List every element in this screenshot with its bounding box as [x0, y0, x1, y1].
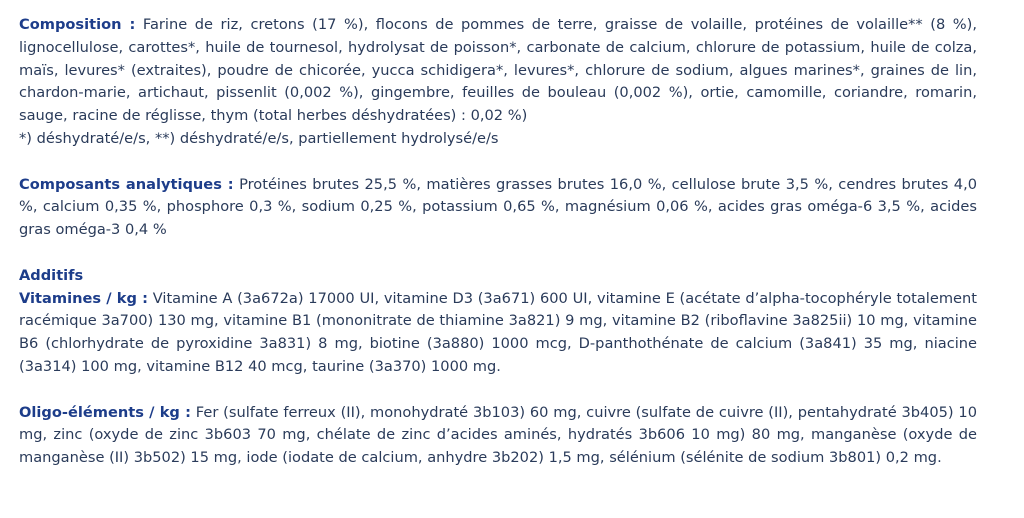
- analytical-label: Composants analytiques :: [19, 175, 234, 193]
- vitamins-text: Vitamine A (3a672a) 17000 UI, vitamine D3 (3a671) 600 UI, vitamine E (acétate d’alpha-tocophéryle totalement racémique 3a700) 130 mg, vitamine B1 (mononitrate de thiamine 3a821) 9 mg, vitamine B2 (riboflavine 3a825ii) 10 mg, vitamine B6 (chlorhydrate de pyroxidine 3a831) 8 mg, biotine (3a880) 1000 mcg, D-panthothénate de calcium (3a841) 35 mg, niacine (3a314) 100 mg, vitamine B12 40 mcg, taurine (3a370) 1000 mg.: [19, 289, 977, 375]
- analytical-text: Protéines brutes 25,5 %, matières grasses brutes 16,0 %, cellulose brute 3,5 %, cendres brutes 4,0 %, calcium 0,35 %, phosphore 0,3 %, sodium 0,25 %, potassium 0,65 %, magnésium 0,06 %, acides gras oméga-6 3,5 %, acides gras oméga-3 0,4 %: [19, 175, 978, 239]
- product-composition-text: [19, 14, 977, 493]
- vitamins-label: Vitamines / kg :: [19, 289, 148, 307]
- trace-elements-label: Oligo-éléments / kg :: [19, 403, 191, 421]
- additives-heading: Additifs: [19, 266, 84, 284]
- analytical-section: [19, 174, 977, 242]
- additives-section: [19, 265, 977, 379]
- composition-footnote: *) déshydraté/e/s, **) déshydraté/e/s, partiellement hydrolysé/e/s: [19, 129, 499, 147]
- composition-label: Composition :: [19, 16, 136, 33]
- trace-elements-text: Fer (sulfate ferreux (II), monohydraté 3b103) 60 mg, cuivre (sulfate de cuivre (II), pentahydraté 3b405) 10 mg, zinc (oxyde de zinc 3b603 70 mg, chélate de zinc d’acides aminés, hydratés 3b606 10 mg) 80 mg, manganèse (oxyde de manganèse (II) 3b502) 15 mg, iode (iodate de calcium, anhydre 3b202) 1,5 mg, sélénium (sélénite de sodium 3b801) 0,2 mg.: [19, 403, 977, 467]
- composition-text: Farine de riz, cretons (17 %), flocons de pommes de terre, graisse de volaille, protéines de volaille** (8 %), lignocellulose, carottes*, huile de tournesol, hydrolysat de poisson*, carbonate de calcium, chlorure de potassium, huile de colza, maïs, levures* (extraites), poudre de chicorée, yucca schidigera*, levures*, chlorure de sodium, algues marines*, graines de lin, chardon-marie, artichaut, pissenlit (0,002 %), gingembre, feuilles de bouleau (0,002 %), ortie, camomille, coriandre, romarin, sauge, racine de réglisse, thym (total herbes déshydratées) : 0,02 %): [19, 16, 978, 125]
- composition-section: [19, 14, 977, 151]
- trace-elements-section: [19, 402, 977, 470]
